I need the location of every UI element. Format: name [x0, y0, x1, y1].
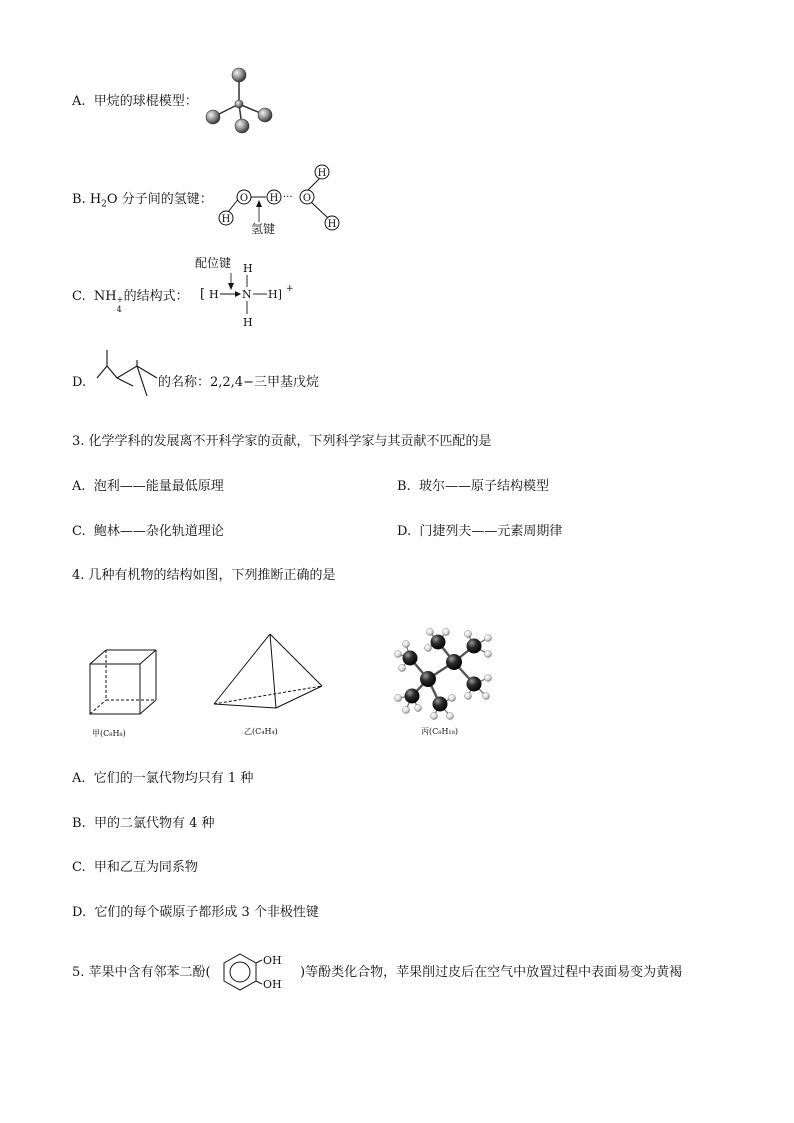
svg-text:H: H — [243, 316, 253, 329]
q4-caption-yi: 乙(C₄H₄) — [244, 727, 278, 736]
q2-option-a-text: 甲烷的球棍模型： — [93, 94, 198, 109]
coordinate-bond-label: 配位键 — [195, 256, 232, 270]
atom-h2: H — [269, 193, 279, 204]
q2-option-c-prefix: C. — [72, 289, 86, 304]
svg-text:H: H — [243, 262, 253, 275]
svg-text:+: + — [286, 284, 294, 294]
q2-option-a-prefix: A. — [72, 94, 86, 109]
q2-option-b: B. $H_2O$ 分子间的氢键： — [72, 192, 213, 210]
methane-ball-stick-model — [200, 64, 280, 134]
q3-stem: 3. 化学学科的发展离不开科学家的贡献，下列科学家与其贡献不匹配的是 — [72, 434, 492, 449]
atom-h3: H — [317, 168, 327, 179]
q4-caption-bing: 丙(C₈H₁₈) — [421, 727, 458, 736]
svg-text:N: N — [242, 288, 252, 301]
svg-text:H]: H] — [268, 288, 282, 301]
q3-option-c: C. 鲍林——杂化轨道理论 — [72, 524, 224, 539]
q5-stem-post: )等酚类化合物，苹果削过皮后在空气中放置过程中表面易变为黄褐 — [300, 965, 683, 980]
q4-option-d: D. 它们的每个碳原子都形成 3 个非极性键 — [72, 905, 319, 920]
q2-option-a — [72, 94, 198, 110]
q3-option-d: D. 门捷列夫——元素周期律 — [397, 524, 563, 539]
svg-text:H: H — [209, 288, 219, 301]
q4-stem: 4. 几种有机物的结构如图，下列推断正确的是 — [72, 568, 336, 583]
hydrogen-bond-diagram — [210, 160, 350, 240]
q4-option-b: B. 甲的二氯代物有 4 种 — [72, 816, 215, 831]
q4-option-c: C. 甲和乙互为同系物 — [72, 860, 198, 875]
q2-option-d-prefix-line — [72, 375, 86, 391]
skeletal-formula-224-trimethylpentane — [95, 360, 165, 400]
q2-option-d-prefix: D. — [72, 375, 87, 390]
tetrahedrane-diagram — [210, 632, 325, 712]
hbond-label: 氢键 — [251, 222, 276, 236]
atom-o1: O — [239, 193, 249, 204]
q3-option-b: B. 玻尔——原子结构模型 — [397, 479, 549, 494]
q5-stem-pre: 5. 苹果中含有邻苯二酚( — [72, 965, 211, 980]
q3-option-a: A. 泡利——能量最低原理 — [72, 479, 224, 494]
octane-ball-stick-model — [388, 624, 503, 719]
atom-o2: O — [302, 193, 312, 204]
catechol-structure — [218, 950, 298, 996]
q2-option-d-text: 的名称：2,2,4−三甲基戊烷 — [158, 375, 319, 390]
atom-h1: H — [221, 214, 231, 225]
q4-caption-jia: 甲(C₈H₈) — [92, 729, 126, 738]
atom-h4: H — [327, 219, 337, 230]
ammonium-structure — [195, 255, 305, 335]
svg-text:[: [ — [200, 287, 206, 302]
catechol-oh-bottom: OH — [263, 978, 282, 991]
hbond-dots: ··· — [283, 192, 293, 203]
cubane-diagram — [88, 648, 163, 718]
q2-option-b-prefix: B. — [72, 192, 86, 207]
q4-option-a: A. 它们的一氯代物均只有 1 种 — [72, 771, 254, 786]
q2-option-c: C. NH + 4 的结构式： — [72, 289, 189, 314]
catechol-oh-top: OH — [263, 954, 282, 967]
